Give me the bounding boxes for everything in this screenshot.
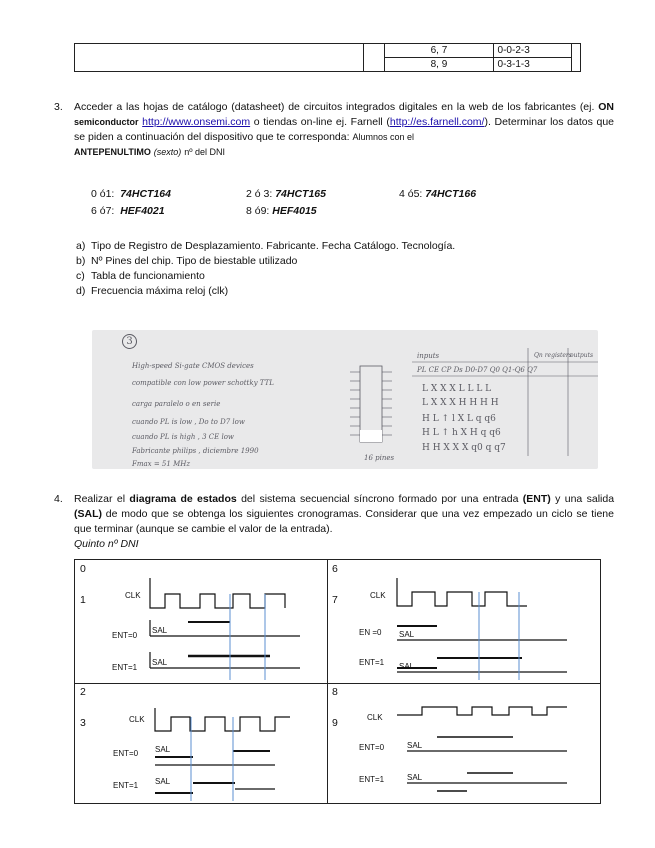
quinto-label: Quinto nº DNI — [74, 538, 139, 550]
table-header-outputs: outputs — [570, 352, 594, 359]
waveform-2 — [75, 683, 327, 805]
list-item: b) Nº Pines del chip. Tipo de biestable utilizado — [76, 255, 298, 267]
table-row: L X X X L L L L — [422, 384, 492, 394]
timing-cell: 8 9 CLK ENT=0 ENT=1 SAL SAL — [327, 683, 602, 805]
ent0-label: ENT=0 — [112, 631, 138, 640]
timing-cell: 6 7 CLK EN =0 ENT=1 SAL SAL — [327, 560, 602, 683]
timing-cell: 0 1 CLK ENT=0 ENT=1 SAL SAL — [75, 560, 327, 683]
note-line: Fabricante philips , diciembre 1990 — [132, 447, 259, 455]
list-item: a) Tipo de Registro de Desplazamiento. Fabricante. Fecha Catálogo. Tecnología. — [76, 240, 456, 252]
ent1-label: ENT=1 — [112, 663, 138, 672]
question-list — [76, 239, 455, 299]
table-row — [75, 58, 581, 72]
ent1-label: ENT=1 — [359, 775, 385, 784]
sal-label: SAL — [407, 741, 423, 750]
top-table — [74, 43, 581, 72]
table-cell-value: 0-0-2-3 — [493, 44, 571, 58]
section-number: 4. — [54, 493, 63, 505]
handwritten-notes-photo — [92, 330, 598, 469]
pins-note: 16 pines — [364, 454, 395, 462]
chip-item: 8 ó9: HEF4015 — [246, 205, 317, 217]
chip-item: 4 ó5: 74HCT166 — [399, 188, 477, 200]
clk-label: CLK — [125, 591, 141, 600]
section-number: 3. — [54, 101, 63, 113]
chip-item: 0 ó1: 74HCT164 — [91, 188, 171, 200]
sal-label: SAL — [152, 658, 168, 667]
chip-item: 6 ó7: HEF4021 — [91, 205, 165, 217]
timing-cell: 2 3 CLK ENT=0 ENT=1 SAL SAL — [75, 683, 327, 805]
table-header-registers: Qn registers — [534, 352, 572, 359]
ent1-label: ENT=1 — [359, 658, 385, 667]
timing-grid — [74, 559, 601, 804]
sal-label: SAL — [155, 745, 171, 754]
note-line: compatible con low power schottky TTL — [132, 379, 274, 387]
onsemi-link[interactable]: http://www.onsemi.com — [142, 116, 251, 128]
table-cell-value: 0-3-1-3 — [493, 58, 571, 72]
ent0-label: ENT=0 — [113, 749, 139, 758]
sal-label: SAL — [155, 777, 171, 786]
ent0-label: ENT=0 — [359, 743, 385, 752]
section-4 — [54, 492, 614, 552]
table-row: H L ↑ l X L q q6 — [422, 414, 496, 424]
chip-pinout-drawing — [342, 364, 402, 446]
note-line: cuando PL is low , Do to D7 low — [132, 418, 245, 426]
table-cell-key: 6, 7 — [385, 44, 493, 58]
sal-label: SAL — [399, 630, 415, 639]
clk-label: CLK — [370, 591, 386, 600]
clk-label: CLK — [129, 715, 145, 724]
note-line: cuando PL is high , 3 CE low — [132, 433, 234, 441]
chip-item: 2 ó 3: 74HCT165 — [246, 188, 326, 200]
farnell-link[interactable]: http://es.farnell.com/ — [389, 116, 485, 128]
sal-label: SAL — [407, 773, 423, 782]
note-line: High-speed Si-gate CMOS devices — [132, 362, 254, 370]
circle-number: 3 — [122, 334, 137, 349]
list-item: c) Tabla de funcionamiento — [76, 270, 205, 282]
table-cols: PL CE CP Ds D0-D7 Q0 Q1-Q6 Q7 — [417, 366, 538, 374]
section-3 — [54, 100, 614, 160]
table-row: H L ↑ h X H q q6 — [422, 428, 501, 438]
note-line: Fmax = 51 MHz — [132, 460, 191, 468]
note-line: carga paralelo o en serie — [132, 400, 221, 408]
table-header-inputs: inputs — [417, 352, 440, 360]
section-4-text: Realizar el diagrama de estados del sistema secuencial síncrono formado por una entrada (ENT) y una salida (SAL) de modo que se obtenga los siguientes cronogramas. Considerar que una vez empezado un ciclo se tiene que terminar (aunque se cambie el valor de la entrada). Quinto nº DNI — [74, 493, 615, 550]
table-row: H H X X X q0 q q7 — [422, 443, 506, 453]
waveform-0 — [75, 560, 327, 683]
ent0-label: EN =0 — [359, 628, 382, 637]
function-table-lines — [412, 348, 598, 458]
ent1-label: ENT=1 — [113, 781, 139, 790]
waveform-3 — [327, 683, 602, 805]
list-item: d) Frecuencia máxima reloj (clk) — [76, 285, 229, 297]
waveform-1 — [327, 560, 602, 683]
table-row: L X X X H H H H — [422, 398, 499, 408]
clk-label: CLK — [367, 713, 383, 722]
section-3-text: Acceder a las hojas de catálogo (datasheet) de circuitos integrados digitales en la web de los fabricantes (ej. ON semiconductor http://www.onsemi.com o tiendas on-line ej. Farnell (http://es.farnell.com/). Determinar los datos que se piden a continuación del dispositivo que te corresponda: Alumnos con el ANTEPENULTIMO (sexto) nº del DNI — [74, 101, 614, 157]
sal-label: SAL — [152, 626, 168, 635]
sal-label: SAL — [399, 662, 415, 671]
table-cell-key: 8, 9 — [385, 58, 493, 72]
table-row — [75, 44, 581, 58]
